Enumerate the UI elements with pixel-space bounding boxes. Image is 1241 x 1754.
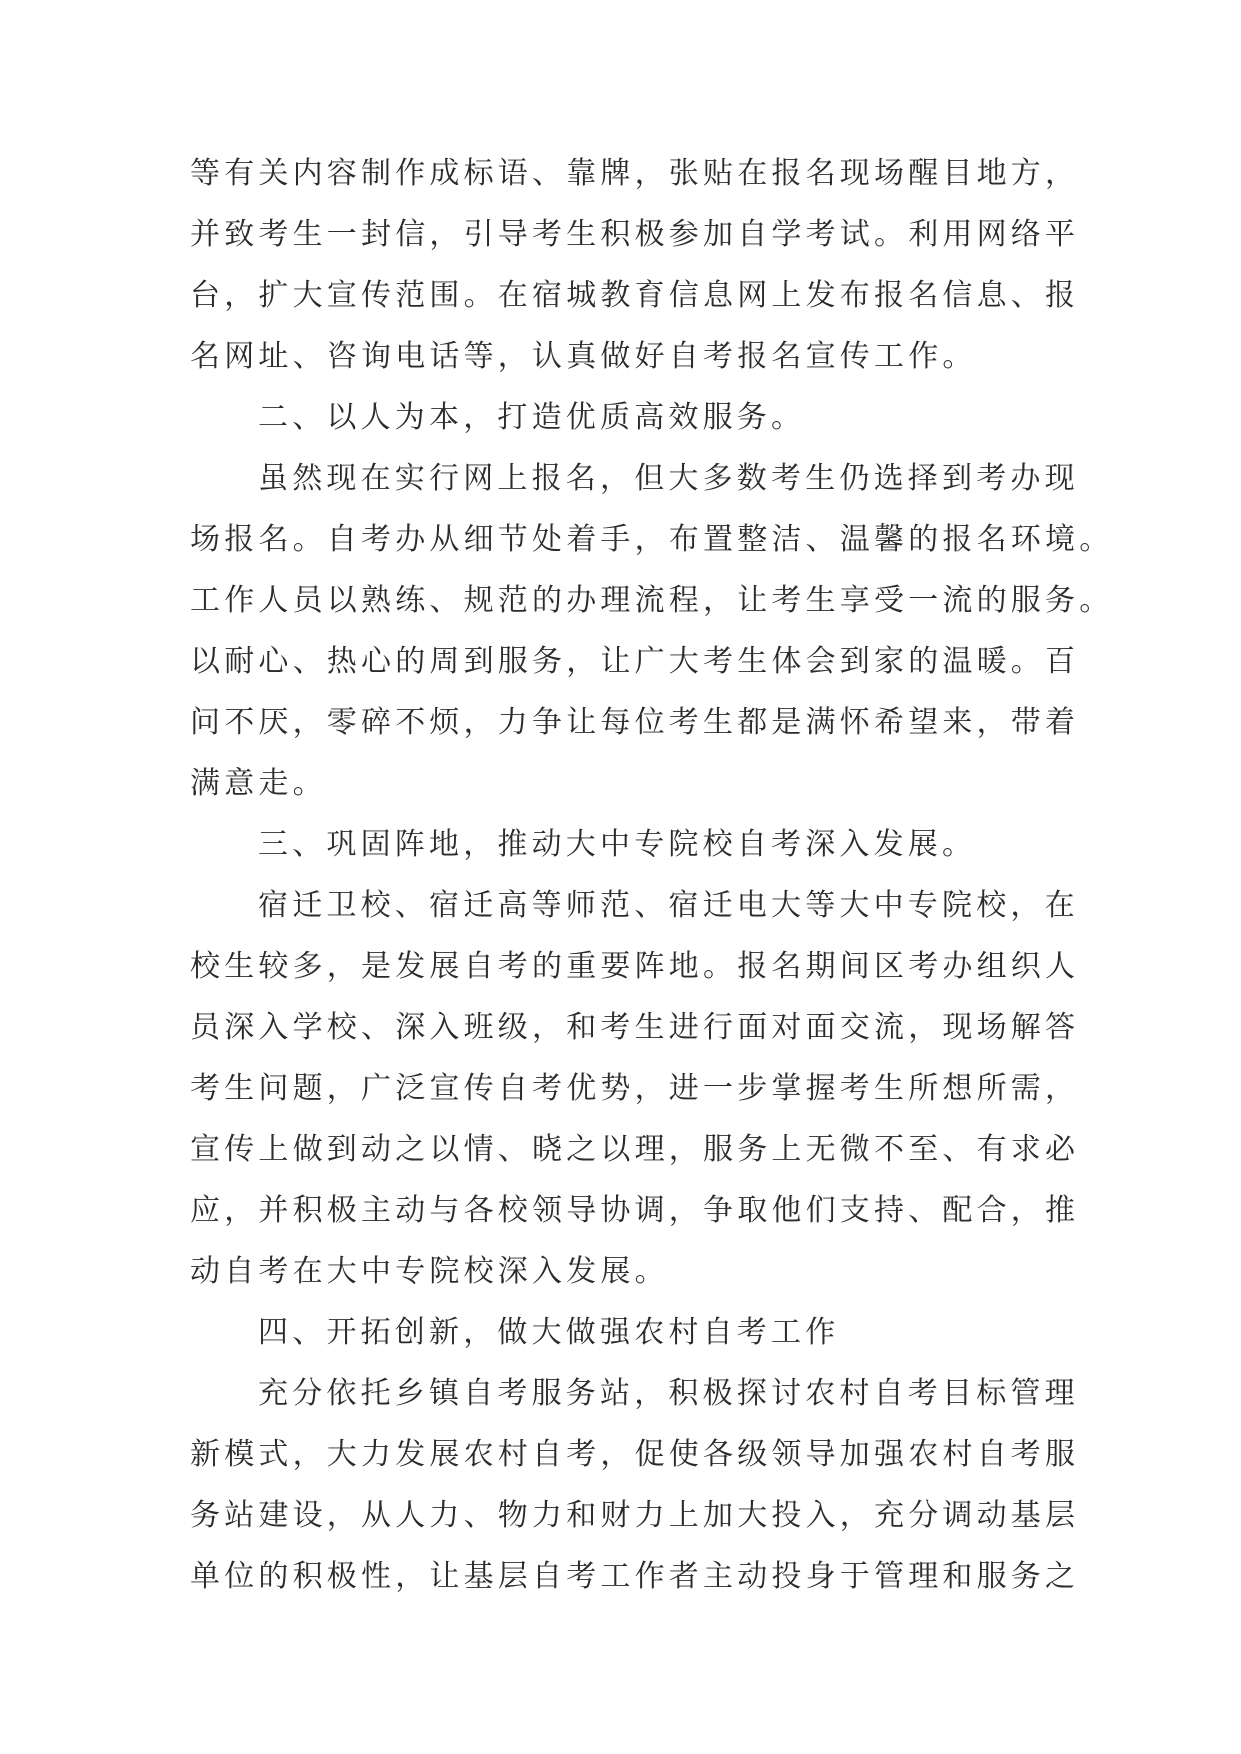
text-line: 宿迁卫校、宿迁高等师范、宿迁电大等大中专院校，在: [258, 888, 1079, 923]
text-line: 满意走。: [190, 766, 327, 801]
section-heading: 四、开拓创新，做大做强农村自考工作: [258, 1315, 840, 1350]
section-heading: 三、巩固阵地，推动大中专院校自考深入发展。: [258, 827, 977, 862]
text-line: 员深入学校、深入班级，和考生进行面对面交流，现场解答: [190, 1010, 1080, 1045]
text-line: 充分依托乡镇自考服务站，积极探讨农村自考目标管理: [258, 1376, 1079, 1411]
document-body: [190, 154, 1114, 1618]
text-line: 台，扩大宣传范围。在宿城教育信息网上发布报名信息、报: [190, 278, 1080, 313]
text-line: 等有关内容制作成标语、靠牌，张贴在报名现场醒目地方，: [190, 156, 1080, 191]
text-line: 工作人员以熟练、规范的办理流程，让考生享受一流的服务。: [190, 583, 1114, 618]
text-line: 务站建设，从人力、物力和财力上加大投入，充分调动基层: [190, 1498, 1080, 1533]
text-line: 并致考生一封信，引导考生积极参加自学考试。利用网络平: [190, 217, 1080, 252]
text-line: 以耐心、热心的周到服务，让广大考生体会到家的温暖。百: [190, 644, 1080, 679]
text-line: 场报名。自考办从细节处着手，布置整洁、温馨的报名环境。: [190, 522, 1114, 557]
text-line: 单位的积极性，让基层自考工作者主动投身于管理和服务之: [190, 1559, 1080, 1594]
text-line: 虽然现在实行网上报名，但大多数考生仍选择到考办现: [258, 461, 1079, 496]
text-line: 新模式，大力发展农村自考，促使各级领导加强农村自考服: [190, 1437, 1080, 1472]
text-line: 名网址、咨询电话等，认真做好自考报名宣传工作。: [190, 339, 977, 374]
text-line: 问不厌，零碎不烦，力争让每位考生都是满怀希望来，带着: [190, 705, 1080, 740]
section-heading: 二、以人为本，打造优质高效服务。: [258, 400, 806, 435]
text-line: 应，并积极主动与各校领导协调，争取他们支持、配合，推: [190, 1193, 1080, 1228]
text-line: 校生较多，是发展自考的重要阵地。报名期间区考办组织人: [190, 949, 1080, 984]
text-line: 考生问题，广泛宣传自考优势，进一步掌握考生所想所需，: [190, 1071, 1080, 1106]
text-line: 宣传上做到动之以情、晓之以理，服务上无微不至、有求必: [190, 1132, 1080, 1167]
text-line: 动自考在大中专院校深入发展。: [190, 1254, 669, 1289]
